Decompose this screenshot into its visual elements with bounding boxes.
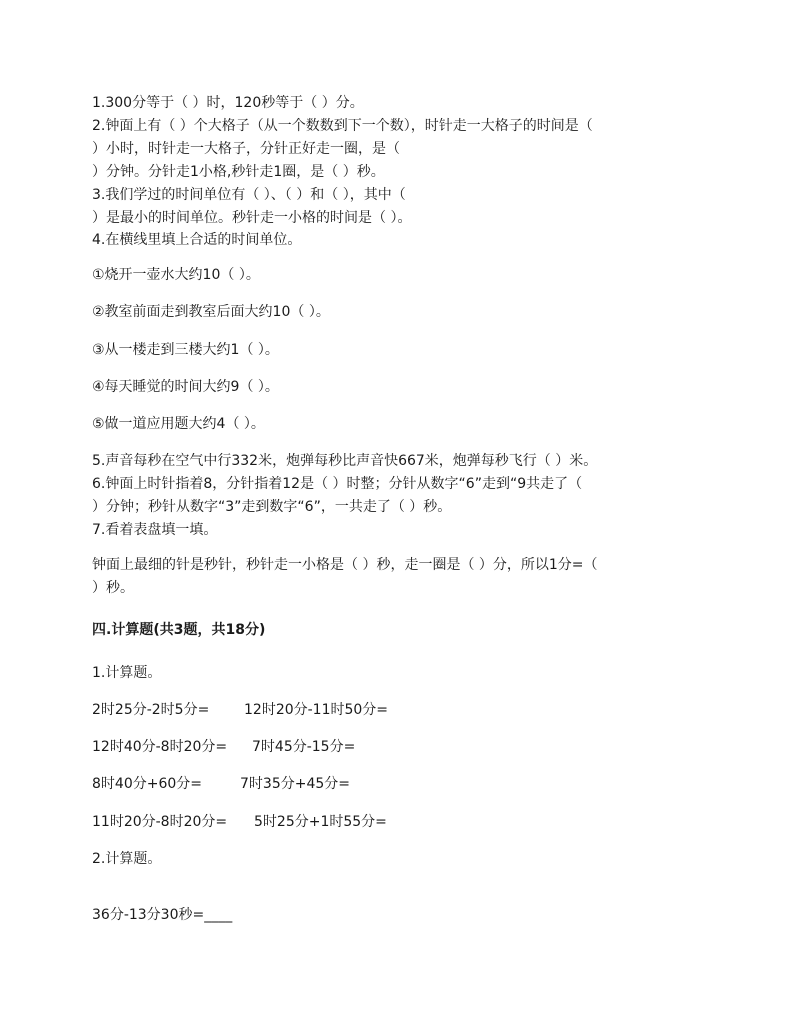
calc-expression: 11时20分-8时20分=: [92, 814, 228, 830]
question-5: 5.声音每秒在空气中行332米，炮弹每秒比声音快667米，炮弹每秒飞行（ ）米。: [92, 453, 598, 469]
calc-problem-2-title: 2.计算题。: [92, 851, 162, 867]
calc-row: [92, 774, 692, 794]
question-4-item-4: ④每天睡觉的时间大约9（ ）。: [92, 379, 279, 395]
calc-expression: 7时45分-15分=: [252, 739, 356, 755]
calc-problem-2-expression: 36分-13分30秒=____: [92, 907, 233, 923]
calc-row: [92, 812, 692, 832]
question-2-line-2: ）小时，时针走一大格子，分针正好走一圈，是（: [92, 141, 400, 157]
question-6-line-1: 6.钟面上时针指着8，分针指着12是（ ）时整；分针从数字“6”走到“9共走了（: [92, 476, 583, 492]
calc-problem-1-title: 1.计算题。: [92, 665, 162, 681]
calc-row: [92, 700, 692, 720]
question-7-line-2: ）秒。: [92, 580, 134, 596]
question-2-line-3: ）分钟。分针走1小格,秒针走1圈，是（ ）秒。: [92, 164, 385, 180]
question-7: 7.看着表盘填一填。: [92, 522, 218, 538]
question-4-item-3: ③从一楼走到三楼大约1（ ）。: [92, 342, 279, 358]
section-4-heading: 四.计算题(共3题，共18分): [92, 622, 266, 638]
calc-expression: 5时25分+1时55分=: [254, 814, 387, 830]
calc-row: [92, 737, 692, 757]
question-3-line-2: ）是最小的时间单位。秒针走一小格的时间是（ ）。: [92, 210, 412, 226]
question-3-line-1: 3.我们学过的时间单位有（ ）、（ ）和（ ），其中（: [92, 187, 406, 203]
question-6-line-2: ）分钟；秒针从数字“3”走到数字“6”，一共走了（ ）秒。: [92, 499, 452, 515]
question-2-line-1: 2.钟面上有（ ）个大格子（从一个数数到下一个数），时针走一大格子的时间是（: [92, 118, 593, 134]
question-4: 4.在横线里填上合适的时间单位。: [92, 232, 302, 248]
question-1: 1.300分等于（ ）时，120秒等于（ ）分。: [92, 95, 364, 111]
calc-expression: 12时20分-11时50分=: [244, 702, 389, 718]
question-4-item-5: ⑤做一道应用题大约4（ ）。: [92, 416, 265, 432]
calc-expression: 8时40分+60分=: [92, 776, 202, 792]
calc-expression: 2时25分-2时5分=: [92, 702, 210, 718]
question-4-item-1: ①烧开一壶水大约10（ ）。: [92, 267, 260, 283]
calc-expression: 12时40分-8时20分=: [92, 739, 228, 755]
question-7-line-1: 钟面上最细的针是秒针，秒针走一小格是（ ）秒，走一圈是（ ）分，所以1分=（: [92, 557, 598, 573]
calc-expression: 7时35分+45分=: [240, 776, 350, 792]
question-4-item-2: ②教室前面走到教室后面大约10（ ）。: [92, 304, 330, 320]
